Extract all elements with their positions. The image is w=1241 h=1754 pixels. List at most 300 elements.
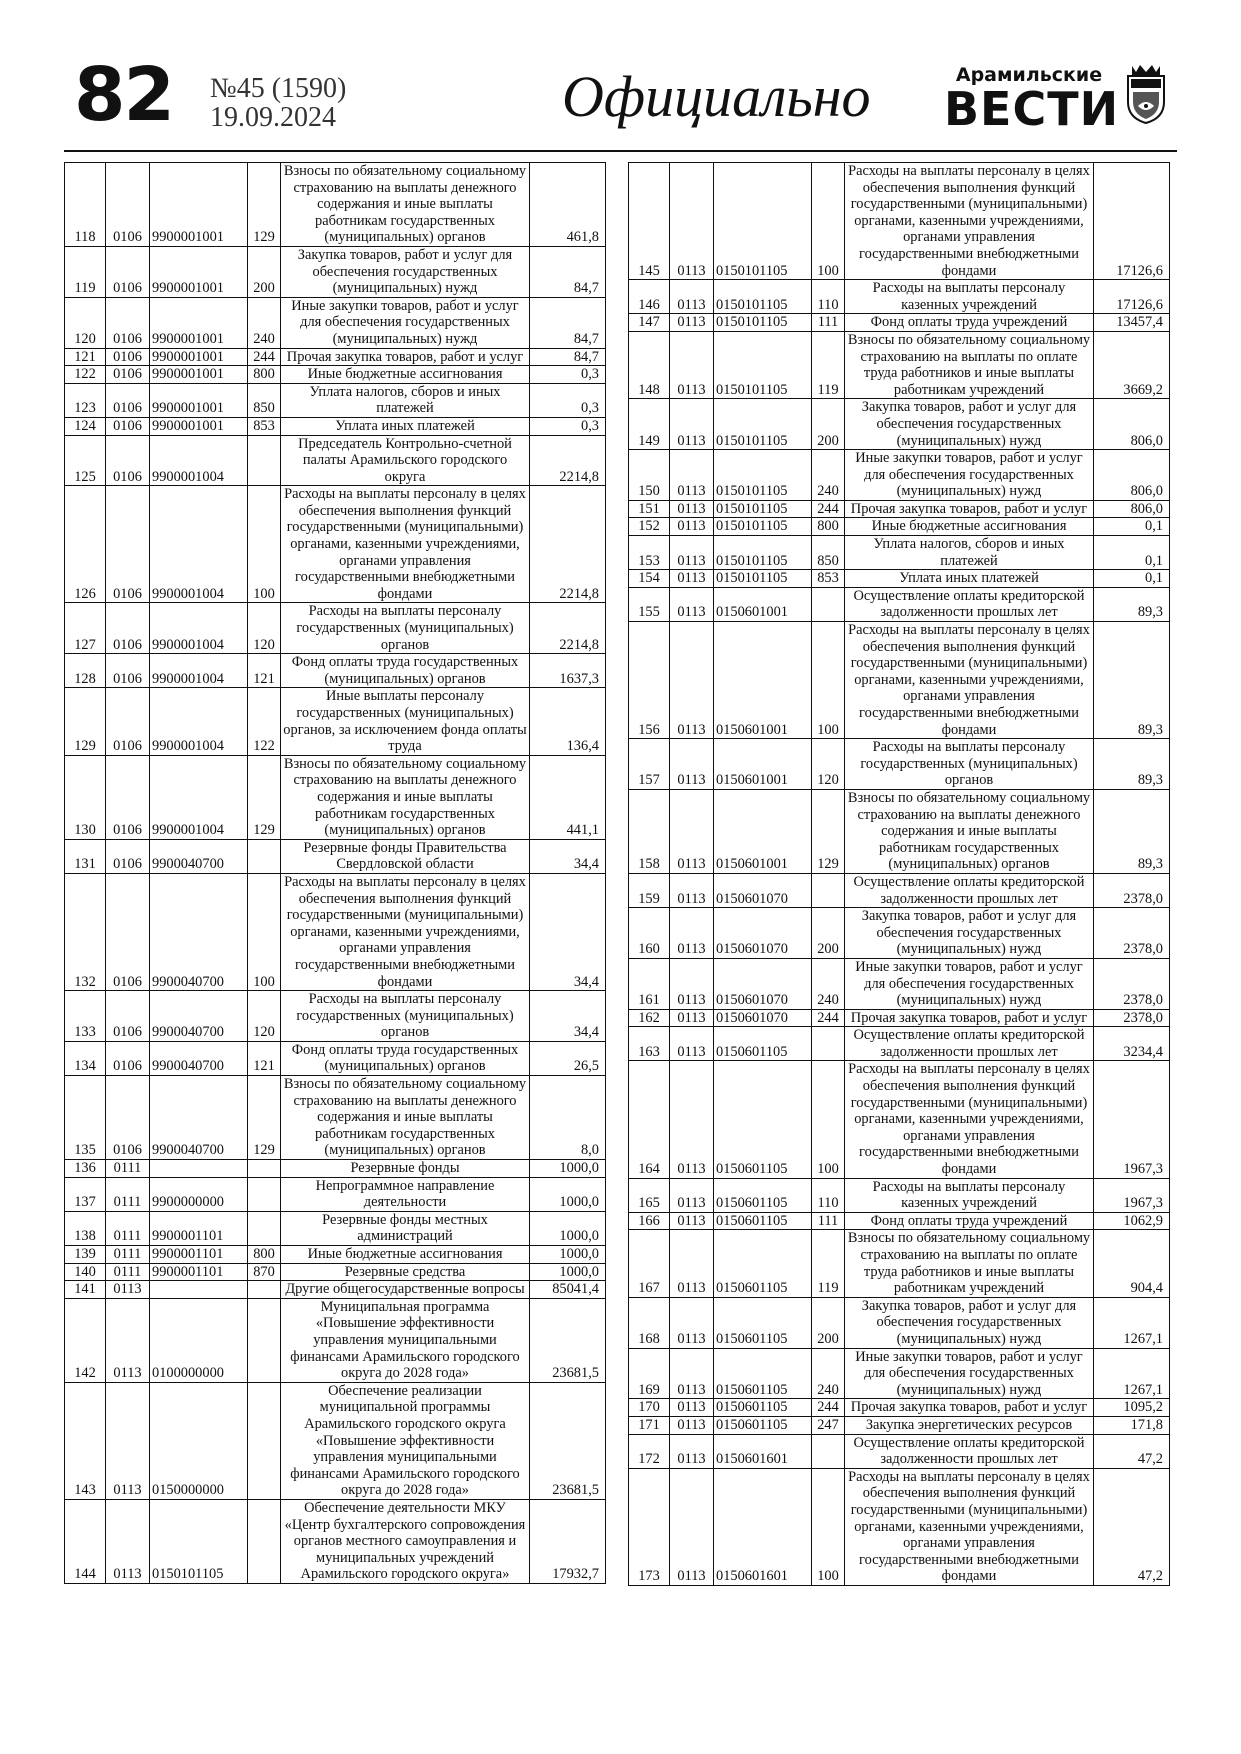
row-number: 155	[629, 587, 670, 621]
target-code: 0150601601	[714, 1434, 812, 1468]
target-code: 9900001001	[150, 417, 248, 435]
amount: 2214,8	[530, 603, 606, 654]
table-row	[629, 958, 1170, 1009]
amount: 17126,6	[1094, 163, 1170, 280]
table-row	[629, 518, 1170, 536]
row-number: 152	[629, 518, 670, 536]
section-code: 0113	[106, 1298, 150, 1382]
amount: 2378,0	[1094, 873, 1170, 907]
table-row	[629, 1297, 1170, 1348]
section-code: 0113	[670, 958, 714, 1009]
logo-big-text: ВЕСТИ	[944, 82, 1120, 136]
expense-description: Расходы на выплаты персоналу государственных (муниципальных) органов	[281, 991, 530, 1042]
expense-type: 800	[812, 518, 845, 536]
section-code: 0113	[670, 1061, 714, 1178]
table-row	[629, 1348, 1170, 1399]
amount: 1000,0	[530, 1246, 606, 1264]
expense-description: Расходы на выплаты персоналу в целях обеспечения выполнения функций государственными (муниципальными) органами, казенными учреждениями, органами управления государственными внебюджетными фондами	[845, 1061, 1094, 1178]
target-code: 0150601001	[714, 789, 812, 873]
row-number: 139	[65, 1246, 106, 1264]
expense-description: Осуществление оплаты кредиторской задолженности прошлых лет	[845, 873, 1094, 907]
table-row	[629, 622, 1170, 739]
target-code: 0150101105	[714, 280, 812, 314]
target-code: 9900001004	[150, 654, 248, 688]
table-row	[629, 163, 1170, 280]
table-row	[629, 280, 1170, 314]
target-code: 0150601105	[714, 1230, 812, 1297]
target-code: 9900001001	[150, 366, 248, 384]
expense-type	[248, 1177, 281, 1211]
expense-description: Иные закупки товаров, работ и услуг для обеспечения государственных (муниципальных) нужд	[281, 297, 530, 348]
expense-description: Взносы по обязательному социальному страхованию на выплаты по оплате труда работников и иные выплаты работникам учреждений	[845, 331, 1094, 398]
expense-description: Расходы на выплаты персоналу в целях обеспечения выполнения функций государственными (муниципальными) органами, казенными учреждениями, органами управления государственными внебюджетными фондами	[281, 486, 530, 603]
expense-type: 111	[812, 1212, 845, 1230]
target-code: 9900001004	[150, 486, 248, 603]
amount: 2214,8	[530, 486, 606, 603]
section-code: 0113	[670, 739, 714, 790]
row-number: 131	[65, 839, 106, 873]
row-number: 126	[65, 486, 106, 603]
expense-type: 240	[812, 1348, 845, 1399]
section-code: 0113	[670, 536, 714, 570]
row-number: 136	[65, 1160, 106, 1178]
section-code: 0113	[670, 1416, 714, 1434]
expense-description: Иные закупки товаров, работ и услуг для обеспечения государственных (муниципальных) нужд	[845, 958, 1094, 1009]
row-number: 123	[65, 383, 106, 417]
target-code: 0150601070	[714, 908, 812, 959]
amount: 1000,0	[530, 1177, 606, 1211]
expense-description: Уплата иных платежей	[845, 570, 1094, 588]
issue-info	[210, 74, 346, 133]
expense-type: 800	[248, 1246, 281, 1264]
amount: 34,4	[530, 839, 606, 873]
table-row	[65, 297, 606, 348]
page-number: 82	[74, 52, 173, 138]
expense-type: 121	[248, 654, 281, 688]
amount: 1637,3	[530, 654, 606, 688]
row-number: 151	[629, 500, 670, 518]
expense-description: Непрограммное направление деятельности	[281, 1177, 530, 1211]
table-row	[65, 366, 606, 384]
table-row	[629, 1230, 1170, 1297]
target-code: 0150601105	[714, 1027, 812, 1061]
expense-type: 100	[248, 486, 281, 603]
section-code: 0111	[106, 1263, 150, 1281]
expense-description: Иные закупки товаров, работ и услуг для обеспечения государственных (муниципальных) нужд	[845, 1348, 1094, 1399]
amount: 1967,3	[1094, 1061, 1170, 1178]
expense-description: Уплата налогов, сборов и иных платежей	[845, 536, 1094, 570]
expense-type: 870	[248, 1263, 281, 1281]
section-code: 0113	[670, 1027, 714, 1061]
expense-type: 129	[248, 163, 281, 247]
expense-description: Расходы на выплаты персоналу государственных (муниципальных) органов	[281, 603, 530, 654]
amount: 904,4	[1094, 1230, 1170, 1297]
target-code: 9900001004	[150, 755, 248, 839]
expense-type: 244	[812, 1399, 845, 1417]
row-number: 133	[65, 991, 106, 1042]
budget-table-right	[628, 162, 1170, 1586]
row-number: 154	[629, 570, 670, 588]
target-code	[150, 1160, 248, 1178]
expense-description: Муниципальная программа «Повышение эффективности управления муниципальными финансами Арамильского городского округа до 2028 года»	[281, 1298, 530, 1382]
row-number: 144	[65, 1499, 106, 1583]
target-code: 0150101105	[714, 500, 812, 518]
expense-description: Расходы на выплаты персоналу в целях обеспечения выполнения функций государственными (муниципальными) органами, казенными учреждениями, органами управления государственными внебюджетными фондами	[281, 873, 530, 990]
amount: 1967,3	[1094, 1178, 1170, 1212]
expense-description: Закупка товаров, работ и услуг для обеспечения государственных (муниципальных) нужд	[845, 908, 1094, 959]
section-code: 0106	[106, 603, 150, 654]
section-code: 0113	[670, 1212, 714, 1230]
target-code: 9900040700	[150, 839, 248, 873]
amount: 1267,1	[1094, 1348, 1170, 1399]
table-row	[629, 399, 1170, 450]
row-number: 165	[629, 1178, 670, 1212]
header-rule	[64, 150, 1177, 152]
amount: 47,2	[1094, 1434, 1170, 1468]
expense-type: 129	[248, 755, 281, 839]
expense-type: 244	[248, 348, 281, 366]
target-code: 0150101105	[714, 450, 812, 501]
target-code: 0150601070	[714, 1009, 812, 1027]
amount: 84,7	[530, 246, 606, 297]
row-number: 125	[65, 435, 106, 486]
row-number: 145	[629, 163, 670, 280]
section-code: 0111	[106, 1211, 150, 1245]
section-code: 0113	[670, 1009, 714, 1027]
expense-type	[248, 1382, 281, 1499]
table-row	[65, 1382, 606, 1499]
target-code: 0150601001	[714, 587, 812, 621]
expense-description: Осуществление оплаты кредиторской задолженности прошлых лет	[845, 1434, 1094, 1468]
row-number: 132	[65, 873, 106, 990]
expense-type: 121	[248, 1041, 281, 1075]
row-number: 141	[65, 1281, 106, 1299]
section-code: 0111	[106, 1160, 150, 1178]
expense-type: 850	[248, 383, 281, 417]
amount: 806,0	[1094, 450, 1170, 501]
row-number: 163	[629, 1027, 670, 1061]
section-code: 0106	[106, 654, 150, 688]
expense-type: 240	[812, 958, 845, 1009]
target-code: 0150601001	[714, 739, 812, 790]
expense-type: 110	[812, 280, 845, 314]
target-code: 0150101105	[714, 518, 812, 536]
expense-description: Фонд оплаты труда учреждений	[845, 314, 1094, 332]
target-code: 9900001001	[150, 297, 248, 348]
amount: 26,5	[530, 1041, 606, 1075]
row-number: 158	[629, 789, 670, 873]
row-number: 135	[65, 1076, 106, 1160]
section-code: 0106	[106, 688, 150, 755]
expense-description: Закупка товаров, работ и услуг для обеспечения государственных (муниципальных) нужд	[845, 1297, 1094, 1348]
amount: 89,3	[1094, 789, 1170, 873]
target-code: 0150101105	[150, 1499, 248, 1583]
expense-type	[248, 1160, 281, 1178]
expense-type: 120	[248, 603, 281, 654]
expense-description: Резервные средства	[281, 1263, 530, 1281]
expense-description: Иные закупки товаров, работ и услуг для обеспечения государственных (муниципальных) нужд	[845, 450, 1094, 501]
amount: 0,3	[530, 417, 606, 435]
table-row	[65, 1298, 606, 1382]
row-number: 147	[629, 314, 670, 332]
amount: 23681,5	[530, 1298, 606, 1382]
target-code: 9900001004	[150, 688, 248, 755]
amount: 0,3	[530, 383, 606, 417]
table-row	[629, 587, 1170, 621]
amount: 461,8	[530, 163, 606, 247]
row-number: 149	[629, 399, 670, 450]
table-row	[65, 383, 606, 417]
expense-type: 244	[812, 500, 845, 518]
expense-description: Осуществление оплаты кредиторской задолженности прошлых лет	[845, 587, 1094, 621]
expense-description: Закупка энергетических ресурсов	[845, 1416, 1094, 1434]
target-code: 9900001001	[150, 348, 248, 366]
expense-type: 122	[248, 688, 281, 755]
expense-type	[812, 587, 845, 621]
amount: 0,1	[1094, 536, 1170, 570]
section-code: 0113	[670, 789, 714, 873]
row-number: 170	[629, 1399, 670, 1417]
section-code: 0106	[106, 297, 150, 348]
target-code: 0150601105	[714, 1399, 812, 1417]
expense-type	[248, 1211, 281, 1245]
table-row	[629, 570, 1170, 588]
section-code: 0113	[670, 1230, 714, 1297]
section-title: Официально	[562, 64, 871, 129]
section-code: 0106	[106, 839, 150, 873]
section-code: 0113	[670, 331, 714, 398]
target-code: 0150101105	[714, 570, 812, 588]
row-number: 157	[629, 739, 670, 790]
expense-type: 100	[812, 1061, 845, 1178]
section-code: 0113	[670, 587, 714, 621]
table-row	[65, 1177, 606, 1211]
section-code: 0113	[670, 1348, 714, 1399]
section-code: 0113	[670, 1468, 714, 1585]
target-code: 0150601105	[714, 1178, 812, 1212]
table-row	[629, 314, 1170, 332]
row-number: 173	[629, 1468, 670, 1585]
section-code: 0113	[670, 622, 714, 739]
amount: 1062,9	[1094, 1212, 1170, 1230]
target-code: 9900001001	[150, 246, 248, 297]
expense-type: 119	[812, 1230, 845, 1297]
issue-date: 19.09.2024	[210, 102, 336, 134]
table-row	[629, 450, 1170, 501]
section-code: 0106	[106, 991, 150, 1042]
expense-description: Взносы по обязательному социальному страхованию на выплаты денежного содержания и иные выплаты работникам государственных (муниципальных) органов	[281, 755, 530, 839]
row-number: 148	[629, 331, 670, 398]
expense-type	[248, 435, 281, 486]
expense-type: 129	[812, 789, 845, 873]
amount: 1000,0	[530, 1160, 606, 1178]
expense-description: Обеспечение реализации муниципальной программы Арамильского городского округа «Повышение эффективности управления муниципальными финансами Арамильского городского округа до 2028 года»	[281, 1382, 530, 1499]
target-code: 9900001101	[150, 1263, 248, 1281]
expense-description: Осуществление оплаты кредиторской задолженности прошлых лет	[845, 1027, 1094, 1061]
target-code: 0150601105	[714, 1297, 812, 1348]
amount: 85041,4	[530, 1281, 606, 1299]
table-row	[65, 1263, 606, 1281]
amount: 0,1	[1094, 518, 1170, 536]
section-code: 0113	[670, 1399, 714, 1417]
page-header	[64, 52, 1177, 150]
expense-description: Расходы на выплаты персоналу государственных (муниципальных) органов	[845, 739, 1094, 790]
amount: 17932,7	[530, 1499, 606, 1583]
table-row	[65, 603, 606, 654]
table-row	[65, 486, 606, 603]
table-row	[65, 417, 606, 435]
row-number: 124	[65, 417, 106, 435]
expense-description: Расходы на выплаты персоналу в целях обеспечения выполнения функций государственными (муниципальными) органами, казенными учреждениями, органами управления государственными внебюджетными фондами	[845, 163, 1094, 280]
row-number: 122	[65, 366, 106, 384]
target-code: 0150101105	[714, 331, 812, 398]
expense-type: 100	[248, 873, 281, 990]
amount: 0,1	[1094, 570, 1170, 588]
row-number: 171	[629, 1416, 670, 1434]
target-code: 9900000000	[150, 1177, 248, 1211]
expense-type: 100	[812, 622, 845, 739]
expense-type	[812, 1027, 845, 1061]
amount: 23681,5	[530, 1382, 606, 1499]
amount: 2378,0	[1094, 908, 1170, 959]
amount: 2378,0	[1094, 1009, 1170, 1027]
section-code: 0106	[106, 366, 150, 384]
expense-type: 244	[812, 1009, 845, 1027]
section-code: 0113	[670, 518, 714, 536]
row-number: 156	[629, 622, 670, 739]
expense-type: 100	[812, 1468, 845, 1585]
section-code: 0113	[670, 450, 714, 501]
amount: 34,4	[530, 991, 606, 1042]
section-code: 0106	[106, 486, 150, 603]
row-number: 127	[65, 603, 106, 654]
expense-type	[248, 1298, 281, 1382]
row-number: 168	[629, 1297, 670, 1348]
budget-table-left-body	[65, 163, 606, 1584]
row-number: 164	[629, 1061, 670, 1178]
section-code: 0113	[670, 908, 714, 959]
expense-description: Взносы по обязательному социальному страхованию на выплаты денежного содержания и иные выплаты работникам государственных (муниципальных) органов	[281, 163, 530, 247]
section-code: 0113	[670, 1178, 714, 1212]
expense-description: Расходы на выплаты персоналу в целях обеспечения выполнения функций государственными (муниципальными) органами, казенными учреждениями, органами управления государственными внебюджетными фондами	[845, 622, 1094, 739]
amount: 2214,8	[530, 435, 606, 486]
section-code: 0106	[106, 435, 150, 486]
amount: 0,3	[530, 366, 606, 384]
table-row	[65, 163, 606, 247]
amount: 806,0	[1094, 500, 1170, 518]
row-number: 160	[629, 908, 670, 959]
target-code: 0150601105	[714, 1212, 812, 1230]
row-number: 161	[629, 958, 670, 1009]
table-row	[629, 1434, 1170, 1468]
target-code: 0150101105	[714, 314, 812, 332]
row-number: 118	[65, 163, 106, 247]
section-code: 0106	[106, 1076, 150, 1160]
expense-description: Иные выплаты персоналу государственных (муниципальных) органов, за исключением фонда оплаты труда	[281, 688, 530, 755]
table-row	[65, 873, 606, 990]
target-code: 0150101105	[714, 399, 812, 450]
expense-type: 853	[248, 417, 281, 435]
expense-type: 110	[812, 1178, 845, 1212]
expense-description: Резервные фонды	[281, 1160, 530, 1178]
expense-description: Иные бюджетные ассигнования	[281, 366, 530, 384]
row-number: 162	[629, 1009, 670, 1027]
table-row	[65, 1246, 606, 1264]
target-code: 0150000000	[150, 1382, 248, 1499]
expense-description: Председатель Контрольно-счетной палаты Арамильского городского округа	[281, 435, 530, 486]
logo-small-text: Арамильские	[955, 64, 1103, 86]
expense-type: 111	[812, 314, 845, 332]
amount: 1267,1	[1094, 1297, 1170, 1348]
table-row	[629, 1468, 1170, 1585]
table-row	[65, 1076, 606, 1160]
expense-description: Прочая закупка товаров, работ и услуг	[845, 1009, 1094, 1027]
target-code: 9900001101	[150, 1246, 248, 1264]
table-row	[629, 1178, 1170, 1212]
target-code: 9900040700	[150, 1076, 248, 1160]
table-row	[65, 688, 606, 755]
expense-description: Расходы на выплаты персоналу в целях обеспечения выполнения функций государственными (муниципальными) органами, казенными учреждениями, органами управления государственными внебюджетными фондами	[845, 1468, 1094, 1585]
table-row	[629, 1027, 1170, 1061]
amount: 136,4	[530, 688, 606, 755]
row-number: 129	[65, 688, 106, 755]
expense-description: Взносы по обязательному социальному страхованию на выплаты денежного содержания и иные выплаты работникам государственных (муниципальных) органов	[845, 789, 1094, 873]
expense-type	[812, 1434, 845, 1468]
expense-description: Другие общегосударственные вопросы	[281, 1281, 530, 1299]
section-code: 0113	[106, 1382, 150, 1499]
section-code: 0113	[670, 570, 714, 588]
table-row	[629, 500, 1170, 518]
row-number: 153	[629, 536, 670, 570]
section-code: 0113	[670, 280, 714, 314]
target-code: 0150601105	[714, 1061, 812, 1178]
newspaper-logo	[944, 62, 1174, 142]
target-code: 0150101105	[714, 536, 812, 570]
table-row	[629, 873, 1170, 907]
expense-description: Прочая закупка товаров, работ и услуг	[845, 1399, 1094, 1417]
section-code: 0113	[106, 1499, 150, 1583]
expense-description: Взносы по обязательному социальному страхованию на выплаты денежного содержания и иные выплаты работникам государственных (муниципальных) органов	[281, 1076, 530, 1160]
table-row	[629, 739, 1170, 790]
expense-type: 240	[812, 450, 845, 501]
section-code: 0111	[106, 1177, 150, 1211]
expense-type	[248, 839, 281, 873]
amount: 17126,6	[1094, 280, 1170, 314]
target-code: 0150601105	[714, 1348, 812, 1399]
table-row	[629, 1416, 1170, 1434]
expense-description: Прочая закупка товаров, работ и услуг	[281, 348, 530, 366]
budget-table-left	[64, 162, 606, 1584]
row-number: 172	[629, 1434, 670, 1468]
section-code: 0106	[106, 348, 150, 366]
table-row	[65, 435, 606, 486]
row-number: 169	[629, 1348, 670, 1399]
target-code: 9900001004	[150, 435, 248, 486]
target-code: 9900040700	[150, 873, 248, 990]
table-row	[629, 1009, 1170, 1027]
target-code: 9900001001	[150, 383, 248, 417]
target-code: 0150601070	[714, 873, 812, 907]
expense-type: 200	[812, 908, 845, 959]
row-number: 167	[629, 1230, 670, 1297]
row-number: 121	[65, 348, 106, 366]
row-number: 138	[65, 1211, 106, 1245]
row-number: 159	[629, 873, 670, 907]
row-number: 142	[65, 1298, 106, 1382]
expense-description: Иные бюджетные ассигнования	[845, 518, 1094, 536]
row-number: 166	[629, 1212, 670, 1230]
section-code: 0106	[106, 1041, 150, 1075]
